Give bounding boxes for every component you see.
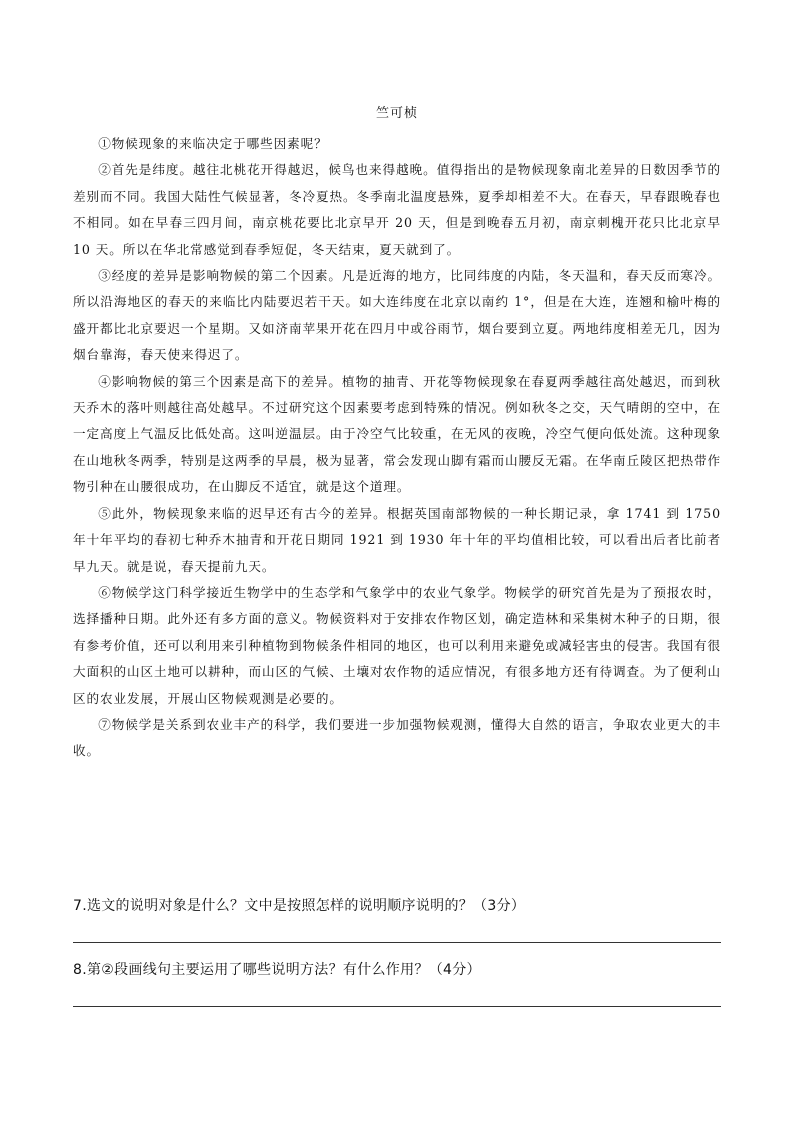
paragraph-3: ③经度的差异是影响物候的第二个因素。凡是近海的地方，比同纬度的内陆，冬天温和，春天反而寒冷。所以沿海地区的春天的来临比内陆要迟若干天。如大连纬度在北京以南约 1°，但是在大连，连翘和榆叶梅的盛开都比北京要迟一个星期。又如济南苹果开花在四月中或谷雨节，烟台要到立夏。两地纬度相差无几，因为烟台靠海，春天使来得迟了。 (73, 268, 721, 363)
question-7-text: 7.选文的说明对象是什么？文中是按照怎样的说明顺序说明的？（3分） (73, 898, 526, 914)
article-author: 竺可桢 (375, 106, 418, 121)
answer-line[interactable] (73, 942, 721, 943)
paragraph-7: ⑦物候学是关系到农业丰产的科学，我们要进一步加强物候观测，懂得大自然的语言，争取农业更大的丰收。 (73, 716, 721, 759)
question-8-text: 8.第②段画线句主要运用了哪些说明方法？有什么作用？（4分） (73, 962, 481, 978)
answer-line[interactable] (73, 1006, 721, 1007)
question-8-answer-area[interactable] (73, 1006, 721, 1007)
question-7 (73, 896, 721, 916)
question-8 (73, 960, 721, 980)
question-7-answer-area[interactable] (73, 942, 721, 943)
paragraph-4: ④影响物候的第三个因素是高下的差异。植物的抽青、开花等物候现象在春夏两季越往高处越迟，而到秋天乔木的落叶则越往高处越早。不过研究这个因素要考虑到特殊的情况。例如秋冬之交，天气晴朗的空中，在一定高度上气温反比低处高。这叫逆温层。由于冷空气比较重，在无风的夜晚，冷空气便向低处流。这种现象在山地秋冬两季，特别是这两季的早晨，极为显著，常会发现山脚有霜而山腰反无霜。在华南丘陵区把热带作物引种在山腰很成功，在山脚反不适宜，就是这个道理。 (73, 373, 721, 495)
paragraph-5: ⑤此外，物候现象来临的迟早还有古今的差异。根据英国南部物候的一种长期记录，拿 1741 到 1750 年十年平均的春初七种乔木抽青和开花日期同 1921 到 1930 年十年的平均值相比较，可以看出后者比前者早九天。就是说，春天提前九天。 (73, 505, 721, 574)
paragraph-6: ⑥物候学这门科学接近生物学中的生态学和气象学中的农业气象学。物候学的研究首先是为了预报农时，选择播种日期。此外还有多方面的意义。物候资料对于安排农作物区划，确定造林和采集树木种子的日期，很有参考价值，还可以利用来引种植物到物候条件相同的地区，也可以利用来避免或减轻害虫的侵害。我国有很大面积的山区土地可以耕种，而山区的气候、土壤对农作物的适应情况，有很多地方还有待调查。为了便利山区的农业发展，开展山区物候观测是必要的。 (73, 584, 721, 706)
article-body (73, 131, 721, 765)
paragraph-1: ①物候现象的来临决定于哪些因素呢？ (98, 136, 328, 151)
paragraph-2: ②首先是纬度。越往北桃花开得越迟，候鸟也来得越晚。值得指出的是物候现象南北差异的日数因季节的差别而不同。我国大陆性气候显著，冬冷夏热。冬季南北温度悬殊，夏季却相差不大。在春天，早春跟晚春也不相同。如在早春三四月间，南京桃花要比北京早开 20 天，但是到晚春五月初，南京刺槐开花只比北京早 10 天。所以在华北常感觉到春季短促，冬天结束，夏天就到了。 (73, 162, 721, 257)
